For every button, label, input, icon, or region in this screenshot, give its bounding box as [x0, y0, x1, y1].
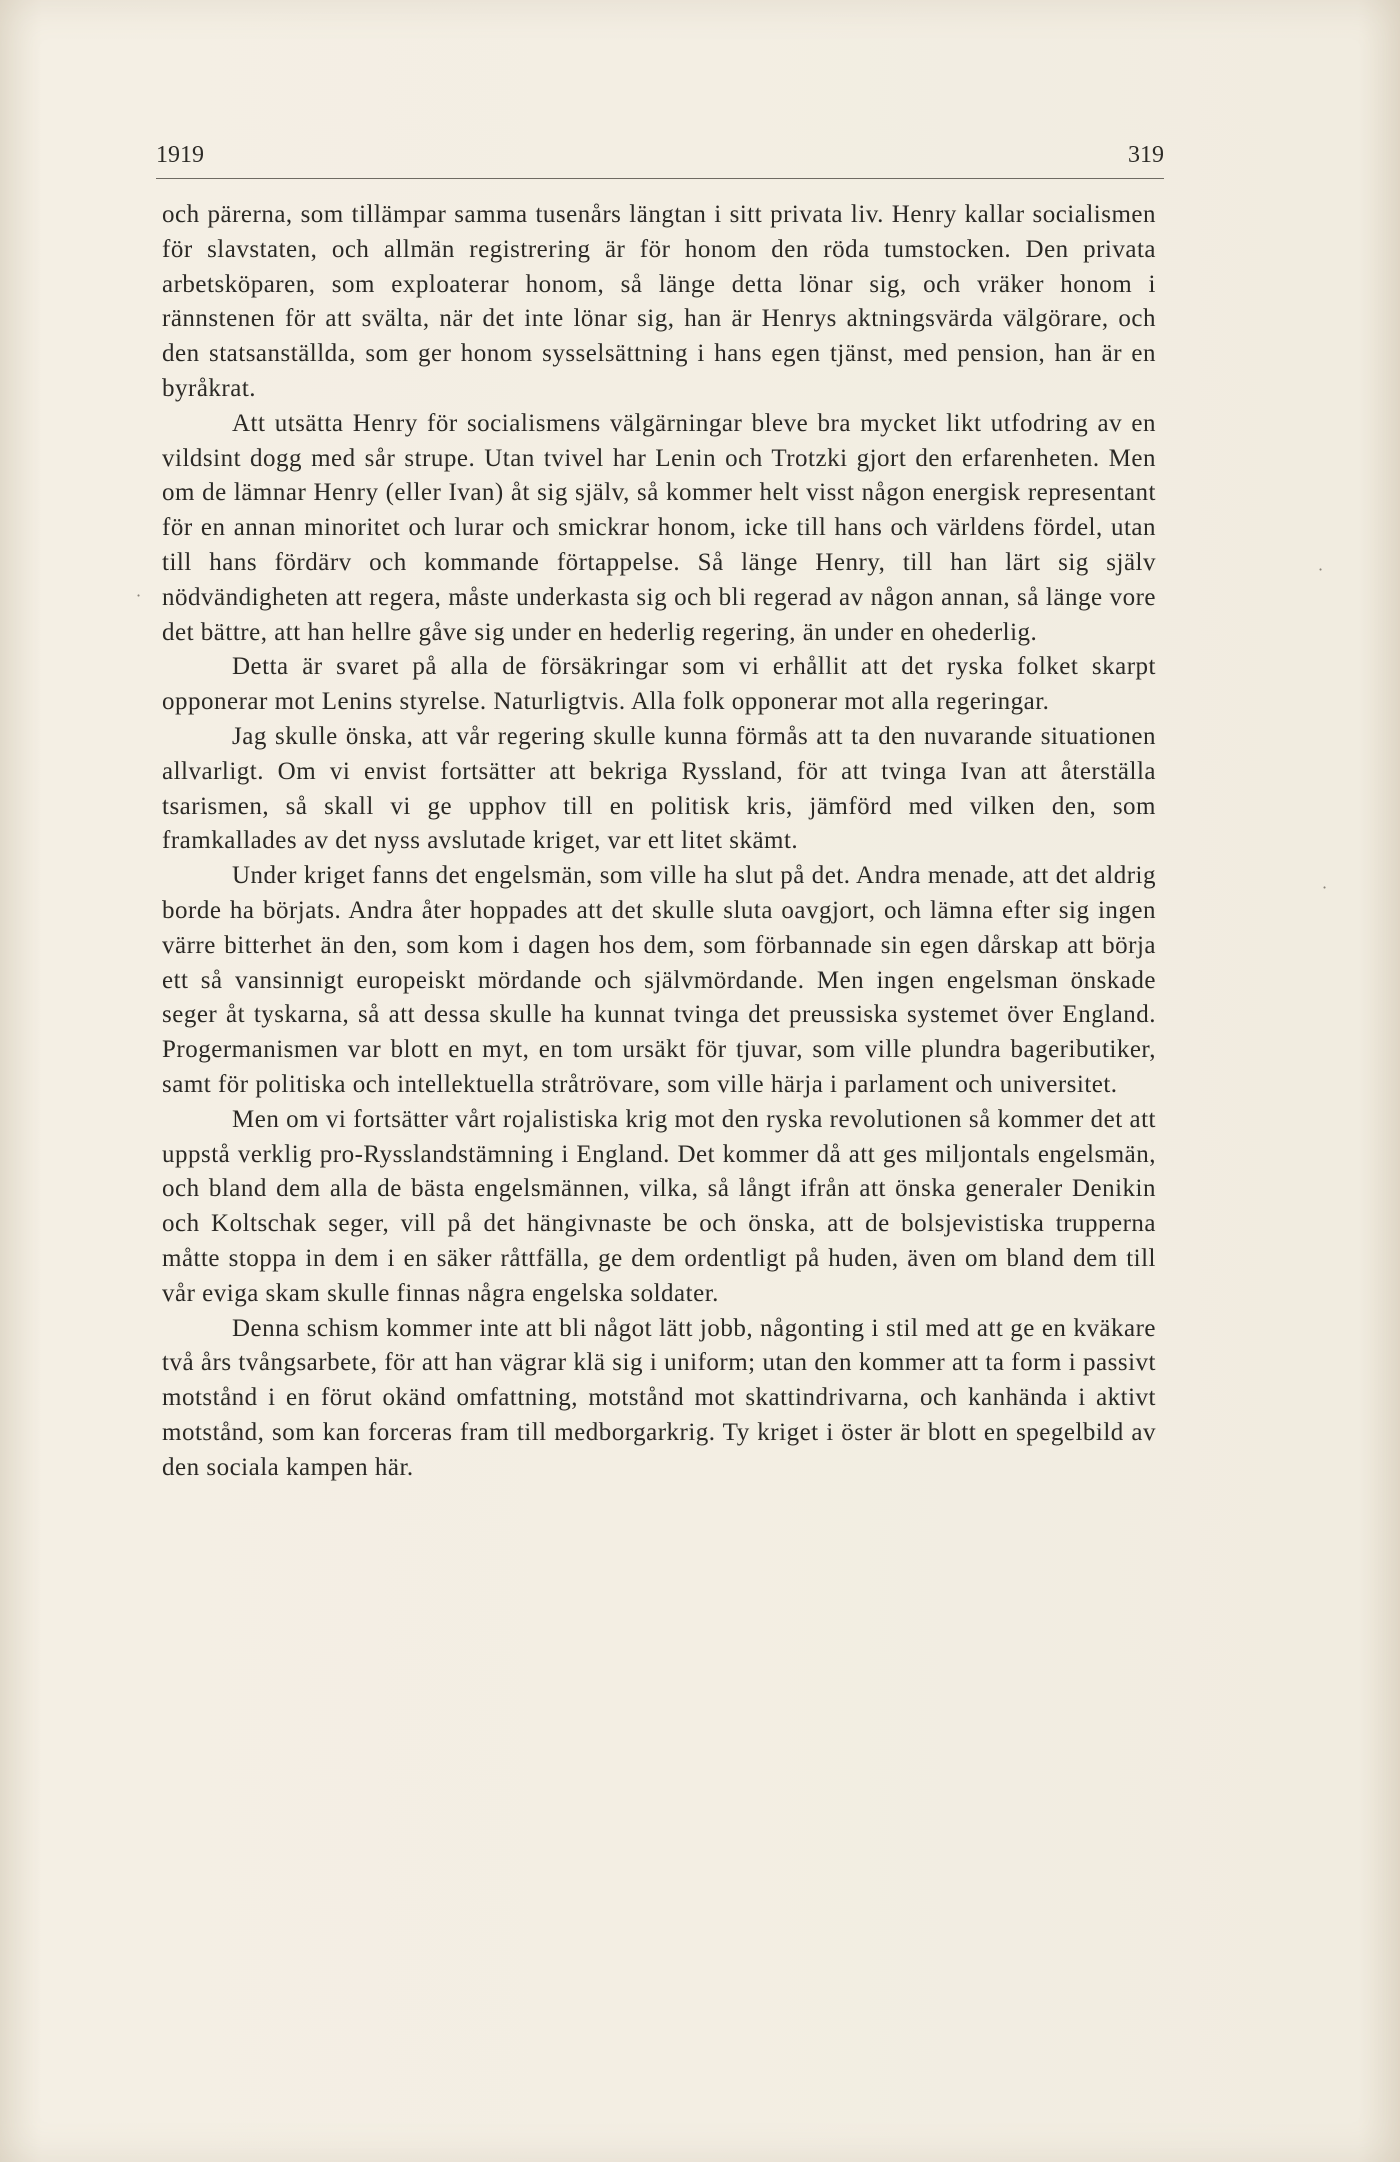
paragraph: Men om vi fortsätter vårt rojalistiska krig mot den ryska revolutionen så kommer det att uppstå verklig pro-Rysslandstämning i England. Det kommer då att ges miljontals engelsmän, och bland dem alla de bästa engelsmännen, vilka, så långt ifrån att önska generaler Denikin och Koltschak seger, vill på det hängivnaste be och önska, att de bolsjevistiska trupperna måtte stoppa in dem i en säker råttfälla, ge dem ordentligt på huden, även om bland dem till vår eviga skam skulle finnas några engelska soldater.	[162, 1105, 1156, 1307]
paragraph: och pärerna, som tillämpar samma tusenårs längtan i sitt privata liv. Henry kallar socialismen för slavstaten, och allmän registrering är för honom den röda tumstocken. Den privata arbetsköparen, som exploaterar honom, så länge detta lönar sig, och vräker honom i rännstenen för att svälta, när det inte lönar sig, han är Henrys aktningsvärda välgörare, och den statsanställda, som ger honom sysselsättning i hans egen tjänst, med pension, han är en byråkrat.	[162, 201, 1156, 402]
scan-speck: ·	[1318, 560, 1324, 579]
scan-speck: ·	[1322, 878, 1328, 897]
scan-speck: ·	[136, 586, 142, 605]
body-text	[162, 198, 1156, 1485]
running-header	[156, 134, 1164, 179]
paragraph: Detta är svaret på alla de försäkringar som vi erhållit att det ryska folket skarpt opponerar mot Lenins styrelse. Naturligtvis. Alla folk opponerar mot alla regeringar.	[162, 653, 1156, 716]
page-number: 319	[1128, 142, 1164, 168]
paragraph: Jag skulle önska, att vår regering skulle kunna förmås att ta den nuvarande situationen allvarligt. Om vi envist fortsätter att bekriga Ryssland, för att tvinga Ivan att återställa tsarismen, så skall vi ge upphov till en politisk kris, jämförd med vilken den, som framkallades av det nyss avslutade kriget, var ett litet skämt.	[162, 722, 1156, 855]
paragraph: Under kriget fanns det engelsmän, som ville ha slut på det. Andra menade, att det aldrig borde ha börjats. Andra åter hoppades att det skulle sluta oavgjort, och lämna efter sig ingen värre bitterhet än den, som kom i dagen hos dem, som förbannade sin egen dårskap att börja ett så vansinnigt europeiskt mördande och självmördande. Men ingen engelsman önskade seger åt tyskarna, så att dessa skulle ha kunnat tvinga det preussiska systemet över England. Progermanismen var blott en myt, en tom ursäkt för tjuvar, som ville plundra bageributiker, samt för politiska och intellektuella stråtrövare, som ville härja i parlament och universitet.	[162, 862, 1156, 1098]
paragraph: Denna schism kommer inte att bli något lätt jobb, någonting i stil med att ge en kväkare två års tvångsarbete, för att han vägrar klä sig i uniform; utan den kommer att ta form i passivt motstånd i en förut okänd omfattning, motstånd mot skattindrivarna, och kanhända i aktivt motstånd, som kan forceras fram till medborgarkrig. Ty kriget i öster är blott en spegelbild av den sociala kampen här.	[162, 1314, 1156, 1481]
paragraph: Att utsätta Henry för socialismens välgärningar bleve bra mycket likt utfodring av en vildsint dogg med sår strupe. Utan tvivel har Lenin och Trotzki gjort den erfarenheten. Men om de lämnar Henry (eller Ivan) åt sig själv, så kommer helt visst någon energisk representant för en annan minoritet och lurar och smickrar honom, icke till hans och världens fördel, utan till hans fördärv och kommande förtappelse. Så länge Henry, till han lärt sig själv nödvändigheten att regera, måste underkasta sig och bli regerad av någon annan, så länge vore det bättre, att han hellre gåve sig under en hederlig regering, än under en ohederlig.	[162, 409, 1156, 646]
header-year: 1919	[156, 142, 204, 168]
